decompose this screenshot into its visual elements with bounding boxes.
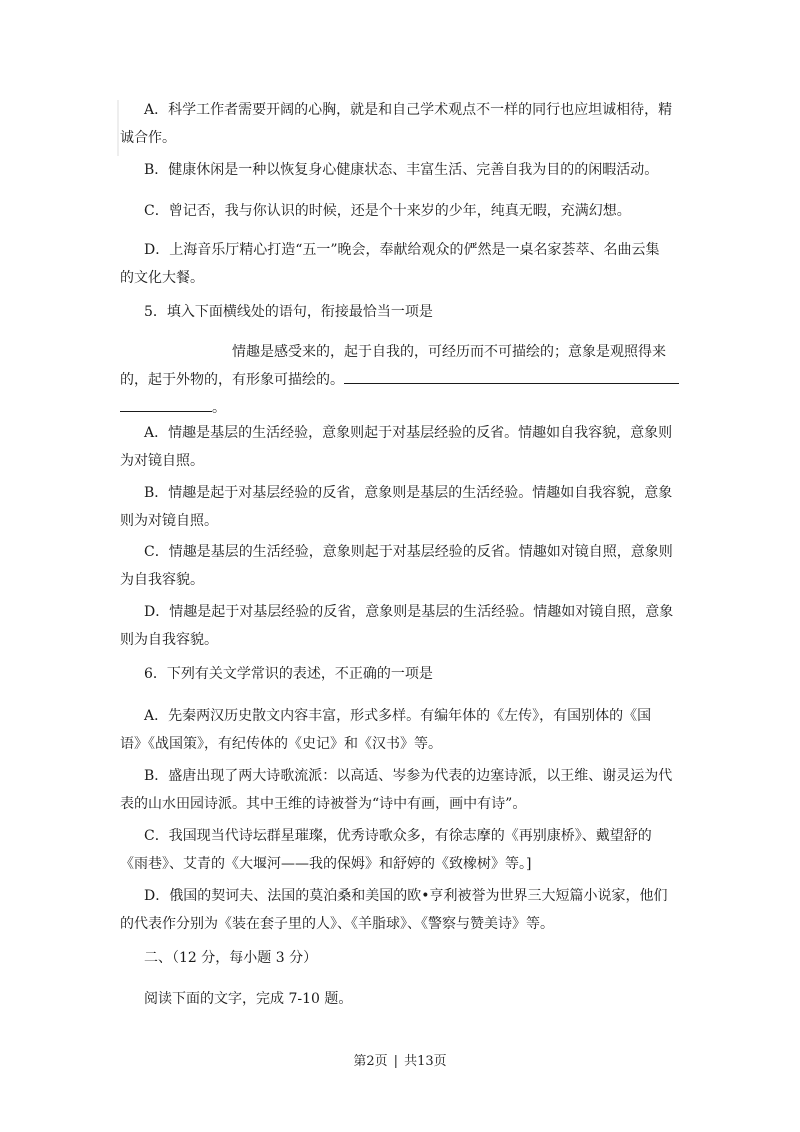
page-total: 共13页 [404,1054,447,1069]
answer-blank-line [344,369,679,384]
q5-option-b: B．情趣是起于对基层经验的反省，意象则是基层的生活经验。情趣如自我容貌，意象 则为对镜自照。 [120,485,673,529]
q6-option-b: B．盛唐出现了两大诗歌流派：以高适、岑参为代表的边塞诗派，以王维、谢灵运为代 表的山水田园诗派。其中王维的诗被誉为“诗中有画，画中有诗”。 [120,768,673,812]
q5-option-a: A．情趣是基层的生活经验，意象则起于对基层经验的反省。情趣如自我容貌，意象则 为对镜自照。 [120,425,673,469]
q5-option-c: C．情趣是基层的生活经验，意象则起于对基层经验的反省。情趣如对镜自照，意象则 为自我容貌。 [120,544,673,588]
page-footer [0,1050,800,1069]
q4-option-a: A．科学工作者需要开阔的心胸，就是和自己学术观点不一样的同行也应坦诚相待，精 诚合作。 [120,102,673,146]
answer-blank-line-end [120,397,212,412]
section-2-header: 二、（12 分，每小题 3 分） [144,950,318,966]
q6-option-a: A．先秦两汉历史散文内容丰富，形式多样。有编年体的《左传》，有国别体的《国 语》《战国策》，有纪传体的《史记》和《汉书》等。 [120,708,652,752]
section-2-instruction: 阅读下面的文字，完成 7-10 题。 [144,991,353,1007]
q4-option-d: D．上海音乐厅精心打造“五一”晚会，奉献给观众的俨然是一桌名家荟萃、名曲云集 的文化大餐。 [120,242,660,286]
q6-option-c: C．我国现当代诗坛群星璀璨，优秀诗歌众多，有徐志摩的《再别康桥》、戴望舒的 《雨巷》、艾青的《大堰河——我的保姆》和舒婷的《致橡树》等。] [120,828,652,872]
q6-option-d: D．俄国的契诃夫、法国的莫泊桑和美国的欧•亨利被誉为世界三大短篇小说家，他们 的代表作分别为《装在套子里的人》、《羊脂球》、《警察与赞美诗》等。 [120,888,668,932]
q4-option-c: C．曾记否，我与你认识的时候，还是个十来岁的少年，纯真无暇，充满幻想。 [144,203,631,219]
footer-separator: | [393,1054,399,1069]
q5-stem: 5．填入下面横线处的语句，衔接最恰当一项是 [144,304,433,320]
q4-option-b: B．健康休闲是一种以恢复身心健康状态、丰富生活、完善自我为目的的闲暇活动。 [144,162,659,178]
page-number: 第2页 [353,1054,388,1069]
margin-mark [117,100,119,156]
q5-passage: 情趣是感受来的，起于自我的，可经历而不可描绘的；意象是观照得来 的，起于外物的，有形象可描绘的。 。 [120,338,690,422]
q6-stem: 6．下列有关文学常识的表述，不正确的一项是 [144,666,433,682]
q5-option-d: D．情趣是起于对基层经验的反省，意象则是基层的生活经验。情趣如对镜自照，意象 则为自我容貌。 [120,604,674,648]
